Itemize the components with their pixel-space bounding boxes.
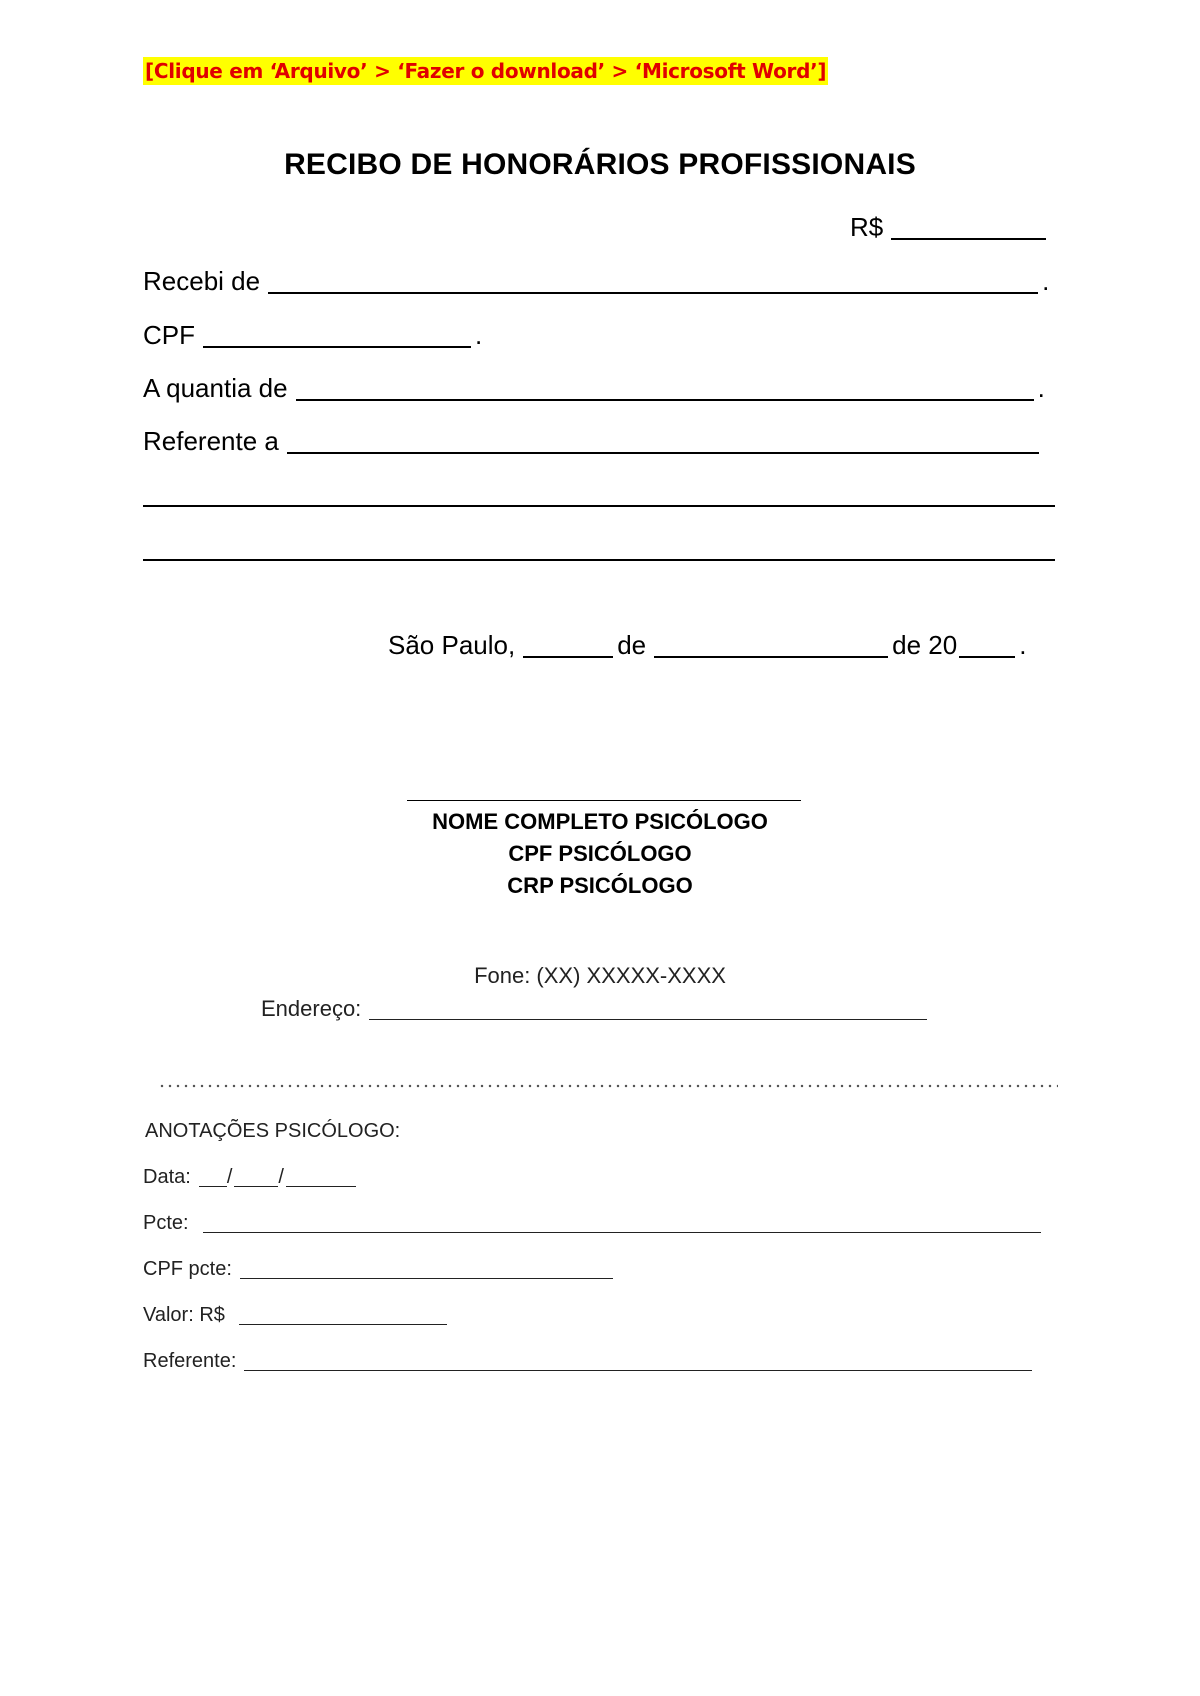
date-separator: / — [278, 1166, 284, 1188]
notes-value-row — [143, 1304, 447, 1327]
received-from-row — [143, 266, 1049, 297]
notes-year-blank[interactable] — [286, 1166, 356, 1187]
reference-extra-line-2[interactable] — [143, 559, 1055, 561]
city-label: São Paulo, — [388, 630, 516, 660]
date-de-2: de 20 — [892, 630, 958, 660]
notes-patient-cpf-row — [143, 1258, 613, 1281]
notes-reference-row — [143, 1350, 1032, 1373]
received-from-label: Recebi de — [143, 266, 261, 296]
amount-blank[interactable] — [891, 212, 1046, 240]
signature-line[interactable] — [407, 800, 801, 801]
phone-text: Fone: (XX) XXXXX-XXXX — [474, 963, 726, 988]
address-blank[interactable] — [369, 999, 927, 1020]
download-instructions: [Clique em ‘Arquivo’ > ‘Fazer o download’ > ‘Microsoft Word’] — [145, 59, 827, 83]
reference-extra-line-1[interactable] — [143, 505, 1055, 507]
notes-patient-label: Pcte: — [143, 1212, 189, 1234]
notes-date-row — [143, 1166, 356, 1189]
cpf-row — [143, 320, 482, 351]
notes-patient-cpf-label: CPF pcte: — [143, 1258, 232, 1280]
reference-label: Referente a — [143, 426, 279, 456]
amount-words-label: A quantia de — [143, 373, 288, 403]
psychologist-cpf: CPF PSICÓLOGO — [508, 841, 692, 866]
amount-words-row — [143, 373, 1045, 404]
notes-month-blank[interactable] — [234, 1166, 278, 1187]
period: . — [1019, 630, 1027, 660]
notes-date-label: Data: — [143, 1166, 191, 1188]
notes-patient-row — [143, 1212, 1041, 1235]
month-blank[interactable] — [654, 630, 888, 658]
notes-reference-label: Referente: — [143, 1350, 237, 1372]
cpf-label: CPF — [143, 320, 195, 350]
year-blank[interactable] — [959, 630, 1015, 658]
amount-label: R$ — [850, 212, 884, 242]
amount-row — [850, 212, 1050, 243]
day-blank[interactable] — [523, 630, 613, 658]
notes-day-blank[interactable] — [199, 1166, 227, 1187]
period: . — [475, 320, 483, 350]
psychologist-name: NOME COMPLETO PSICÓLOGO — [432, 809, 768, 834]
reference-row — [143, 426, 1043, 457]
cpf-blank[interactable] — [203, 320, 471, 348]
notes-value-label: Valor: R$ — [143, 1304, 225, 1326]
document-title: RECIBO DE HONORÁRIOS PROFISSIONAIS — [284, 148, 916, 181]
notes-reference-blank[interactable] — [244, 1350, 1032, 1371]
reference-blank[interactable] — [287, 426, 1039, 454]
notes-patient-blank[interactable] — [203, 1212, 1041, 1233]
date-row — [388, 630, 1026, 661]
received-from-blank[interactable] — [268, 266, 1038, 294]
period: . — [1037, 373, 1045, 403]
psychologist-crp: CRP PSICÓLOGO — [507, 873, 693, 898]
amount-words-blank[interactable] — [296, 373, 1034, 401]
notes-value-blank[interactable] — [239, 1304, 447, 1325]
cut-line-separator — [158, 1080, 1058, 1092]
notes-patient-cpf-blank[interactable] — [240, 1258, 613, 1279]
date-separator: / — [226, 1166, 233, 1188]
period: . — [1042, 266, 1050, 296]
notes-heading: ANOTAÇÕES PSICÓLOGO: — [145, 1120, 401, 1142]
date-de-1: de — [617, 630, 647, 660]
address-label: Endereço: — [261, 996, 362, 1021]
address-row — [261, 996, 927, 1022]
